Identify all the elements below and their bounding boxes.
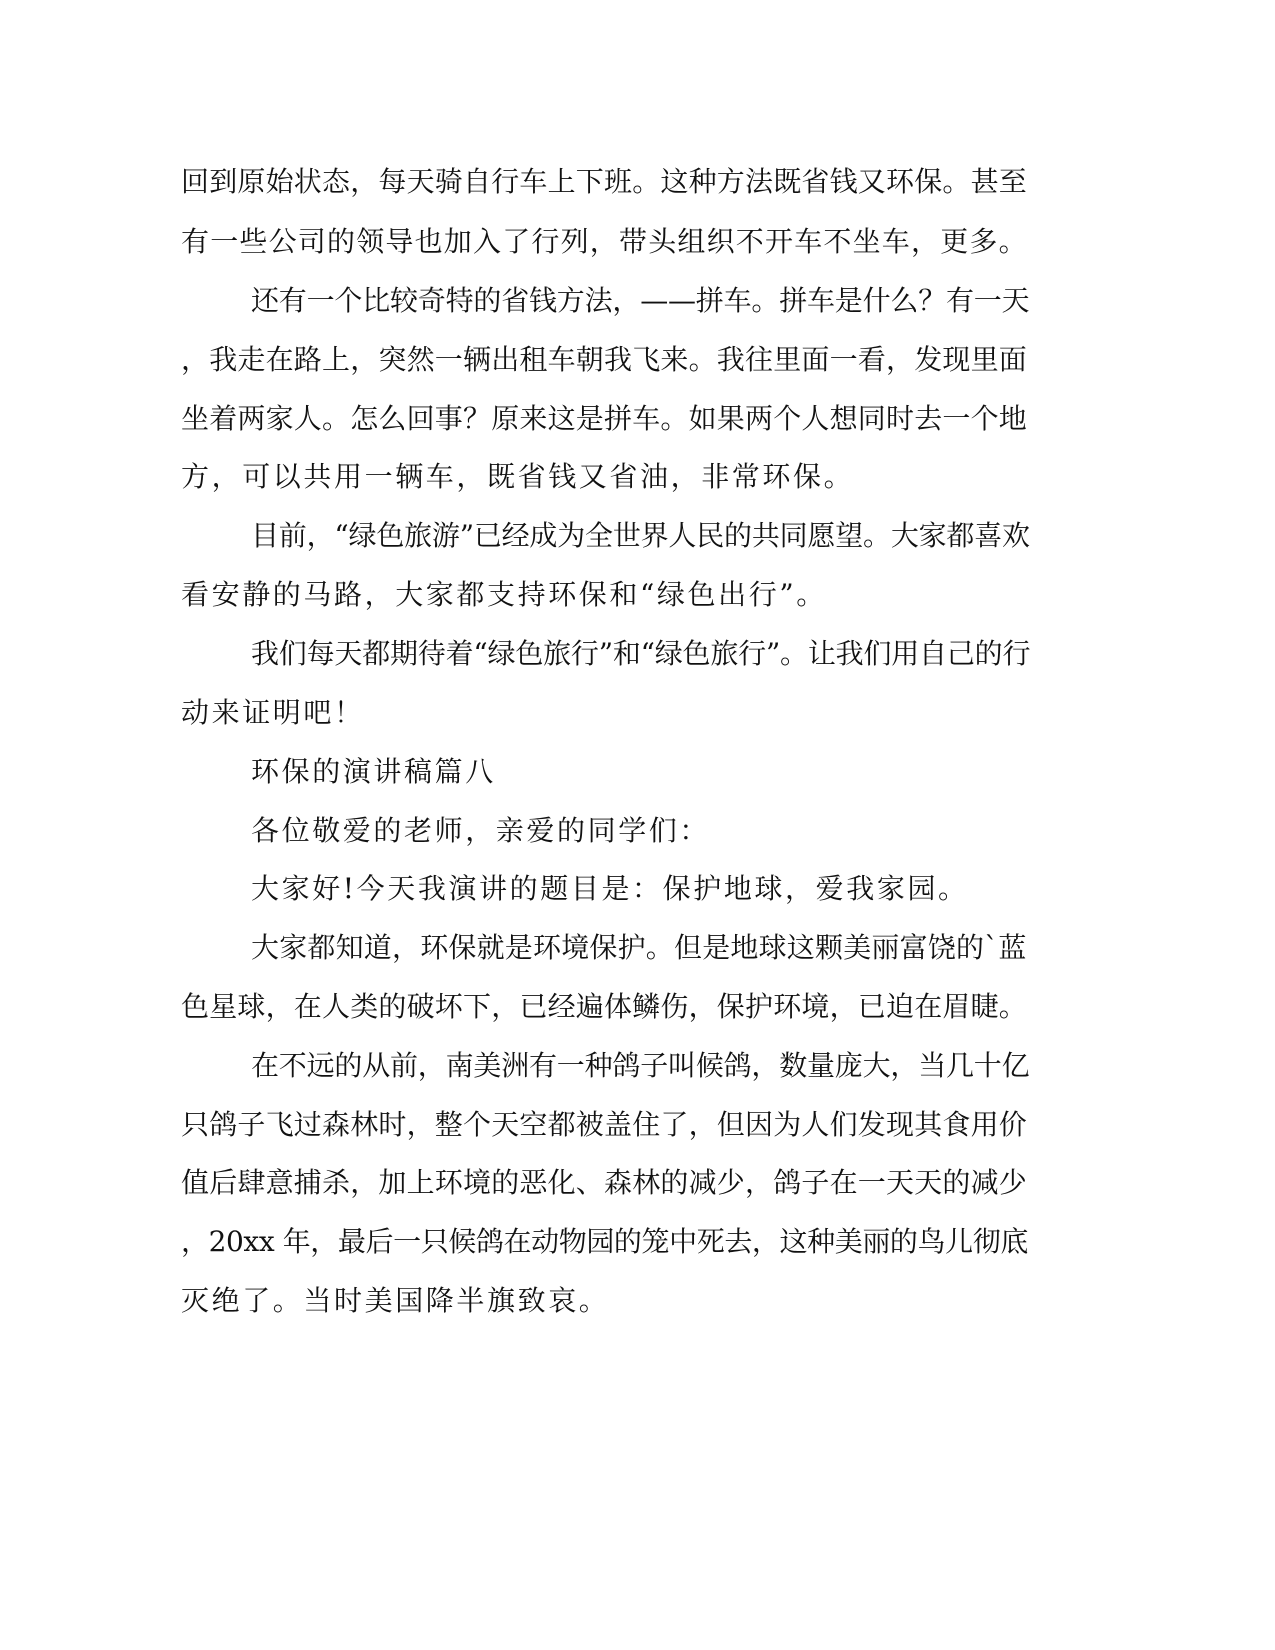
text-line: ，20xx 年，最后一只候鸽在动物园的笼中死去，这种美丽的鸟儿彻底 bbox=[181, 1225, 1028, 1258]
text-line: 大家都知道，环保就是环境保护。但是地球这颗美丽富饶的`蓝 bbox=[251, 931, 1027, 964]
text-line: 还有一个比较奇特的省钱方法，——拼车。拼车是什么？有一天 bbox=[251, 284, 1030, 317]
text-line: 有一些公司的领导也加入了行列，带头组织不开车不坐车，更多。 bbox=[181, 225, 1028, 258]
salutation: 各位敬爱的老师，亲爱的同学们： bbox=[251, 814, 711, 847]
text-line: 方，可以共用一辆车，既省钱又省油，非常环保。 bbox=[181, 460, 855, 493]
text-line: 目前，“绿色旅游”已经成为全世界人民的共同愿望。大家都喜欢 bbox=[251, 519, 1030, 552]
text-line: 我们每天都期待着“绿色旅行”和“绿色旅行”。让我们用自己的行 bbox=[251, 637, 1031, 670]
text-line: 坐着两家人。怎么回事？原来这是拼车。如果两个人想同时去一个地 bbox=[181, 402, 1028, 435]
text-line: 只鸽子飞过森林时，整个天空都被盖住了，但因为人们发现其食用价 bbox=[181, 1108, 1028, 1141]
text-line: ，我走在路上，突然一辆出租车朝我飞来。我往里面一看，发现里面 bbox=[181, 343, 1028, 376]
section-heading: 环保的演讲稿篇八 bbox=[251, 755, 496, 788]
text-line: 看安静的马路，大家都支持环保和“绿色出行”。 bbox=[181, 578, 827, 611]
text-line: 在不远的从前，南美洲有一种鸽子叫候鸽，数量庞大，当几十亿 bbox=[251, 1049, 1030, 1082]
text-line: 灭绝了。当时美国降半旗致哀。 bbox=[181, 1284, 610, 1317]
text-line: 值后肆意捕杀，加上环境的恶化、森林的减少，鸽子在一天天的减少 bbox=[181, 1166, 1028, 1199]
text-line: 回到原始状态，每天骑自行车上下班。这种方法既省钱又环保。甚至 bbox=[181, 165, 1028, 198]
text-line: 色星球，在人类的破坏下，已经遍体鳞伤，保护环境，已迫在眉睫。 bbox=[181, 990, 1028, 1023]
text-line: 大家好!今天我演讲的题目是：保护地球，爱我家园。 bbox=[251, 872, 969, 905]
text-line: 动来证明吧！ bbox=[181, 696, 365, 729]
